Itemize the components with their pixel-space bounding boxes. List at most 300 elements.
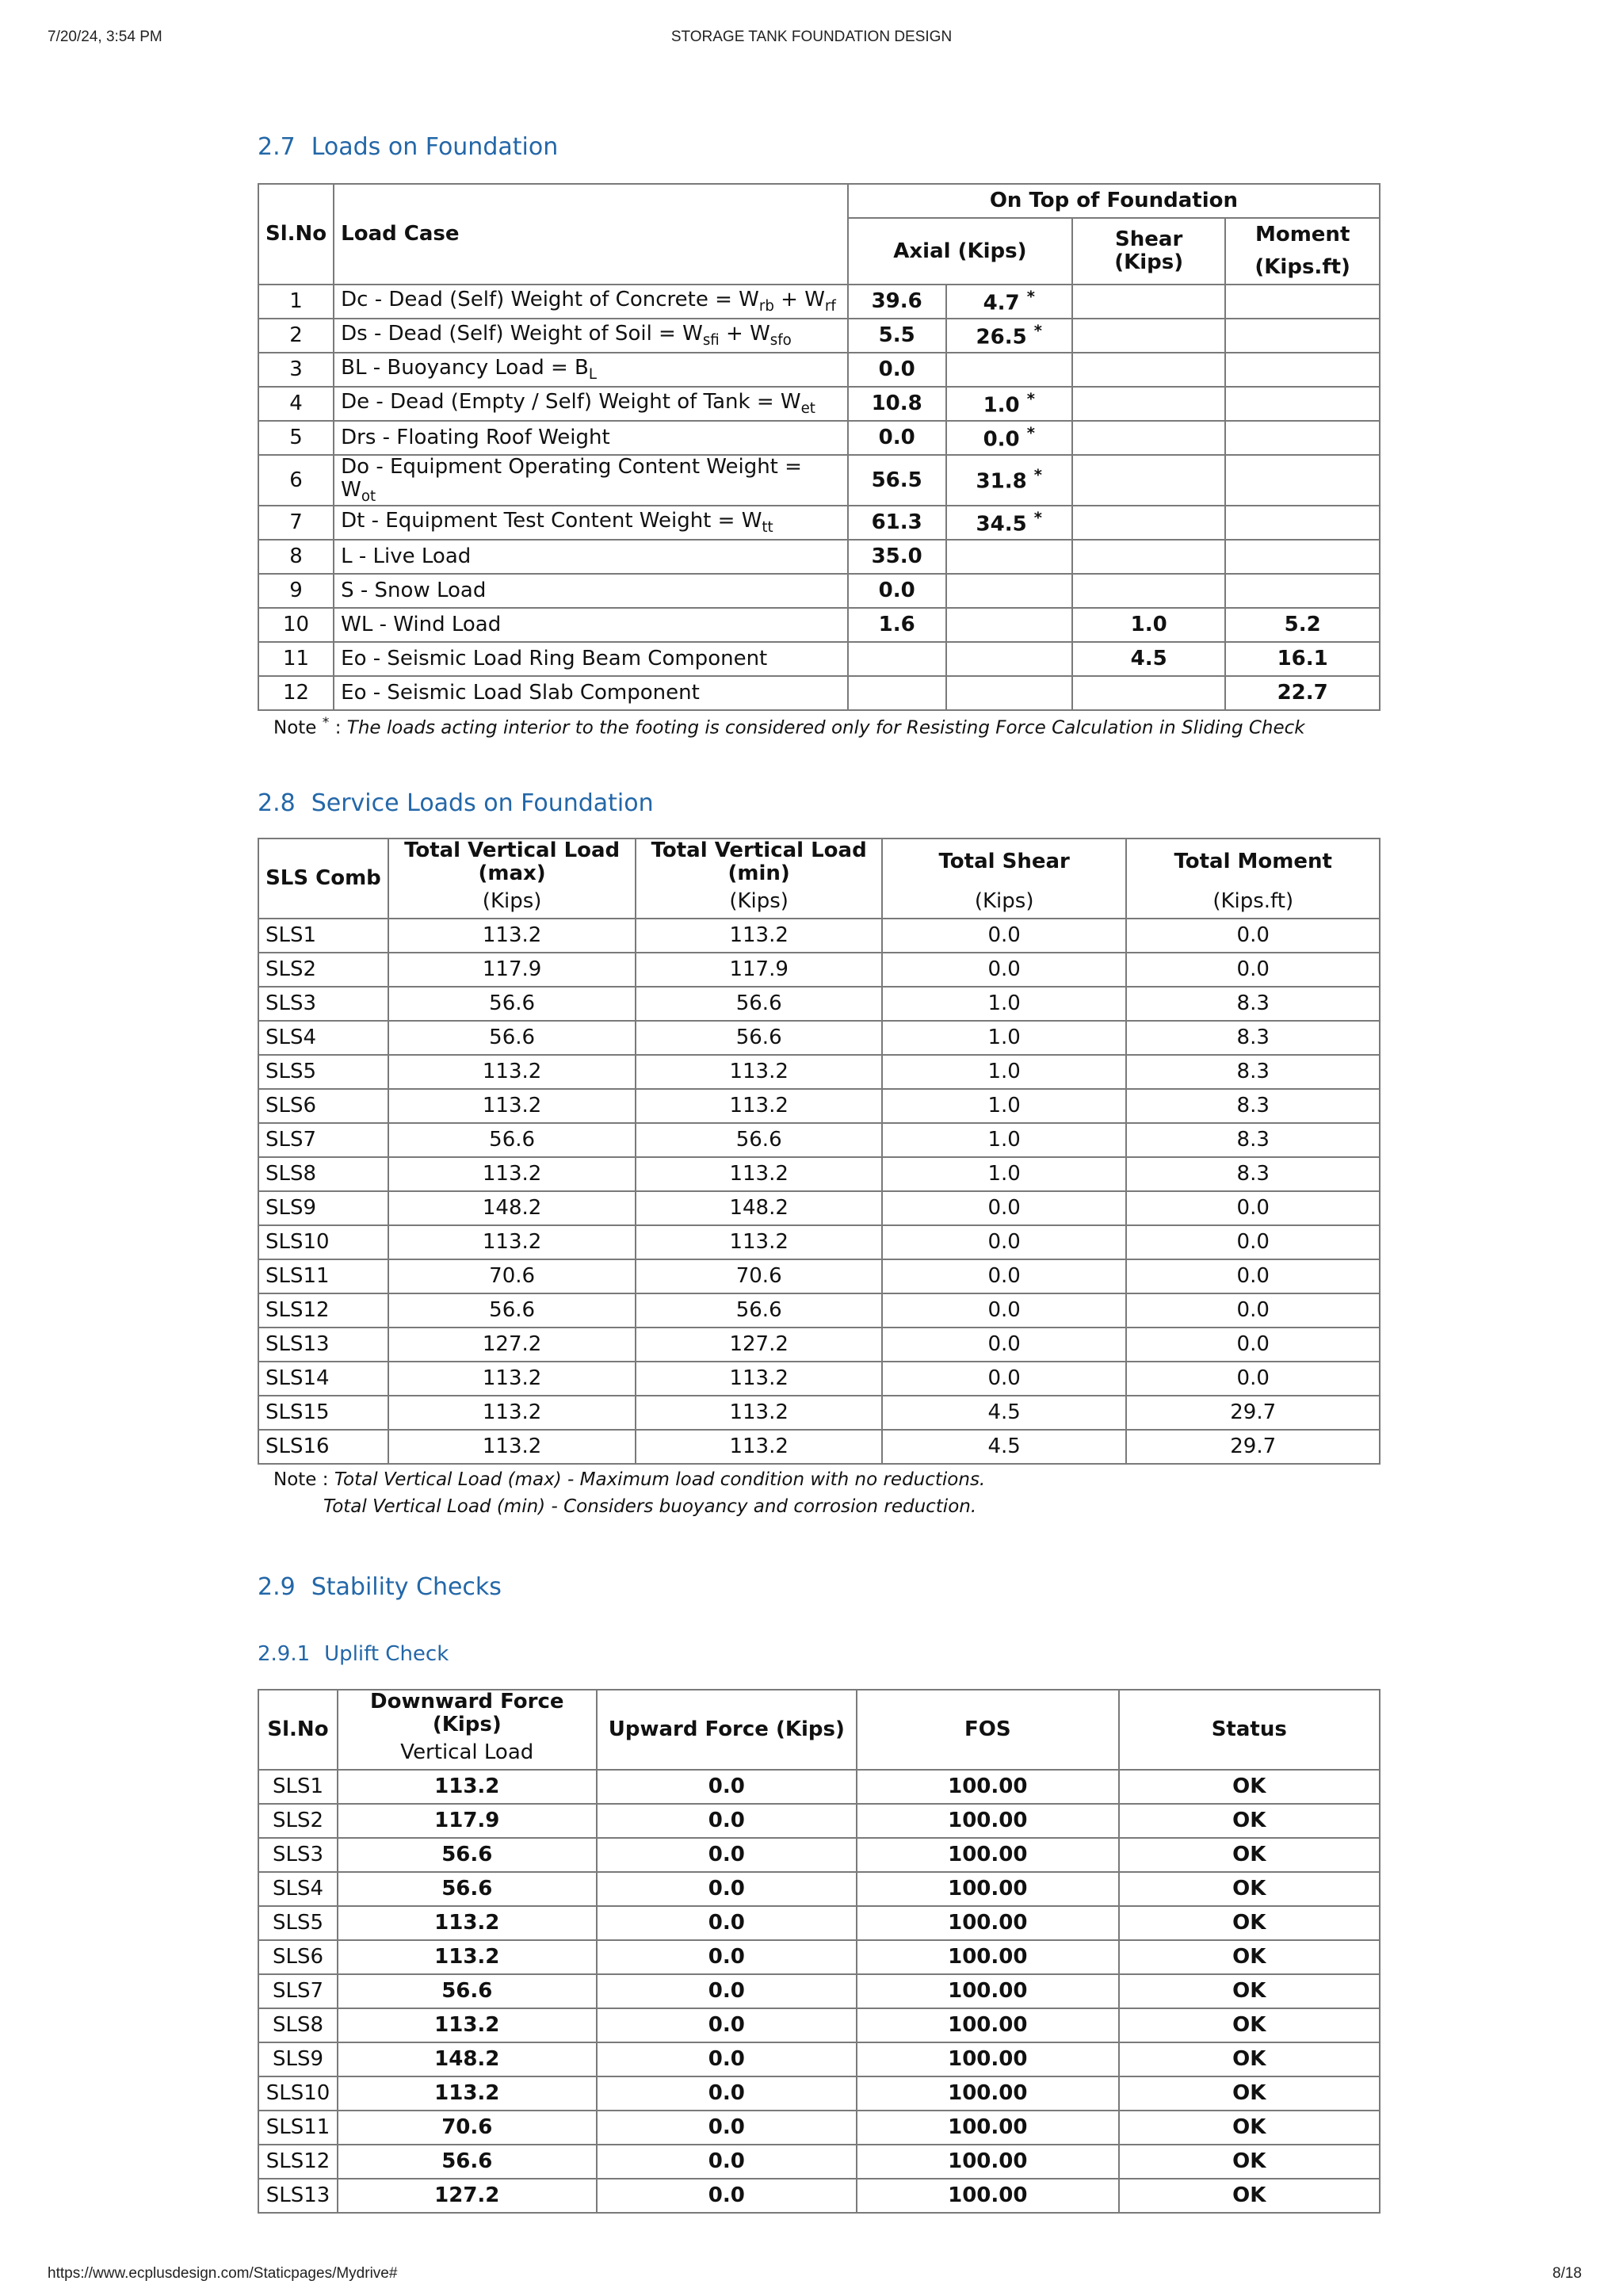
loads-note: Note * : The loads acting interior to the footing is considered only for Resisting Force Calculation in Sliding Check (273, 715, 1305, 739)
cell-slno: SLS7 (258, 1974, 338, 2008)
table-row (258, 2111, 1380, 2145)
cell-shear: 0.0 (882, 1225, 1126, 1259)
cell-slno: 3 (258, 353, 334, 387)
cell-moment: 29.7 (1126, 1396, 1380, 1430)
cell-vmax: 56.6 (388, 1123, 636, 1157)
cell-moment: 8.3 (1126, 1089, 1380, 1123)
cell-moment: 0.0 (1126, 919, 1380, 953)
cell-upward: 0.0 (597, 1770, 857, 1804)
section-number: 2.7 (258, 133, 296, 161)
cell-downward: 113.2 (338, 1940, 597, 1974)
cell-shear (1072, 421, 1225, 455)
header-axial: Axial (Kips) (848, 218, 1072, 285)
cell-upward: 0.0 (597, 1974, 857, 2008)
cell-shear: 4.5 (882, 1430, 1126, 1464)
cell-downward: 56.6 (338, 1974, 597, 2008)
cell-vmin: 113.2 (636, 1055, 882, 1089)
axial-2-value: 26.5 (976, 325, 1027, 350)
cell-downward: 113.2 (338, 1906, 597, 1940)
cell-vmin: 148.2 (636, 1191, 882, 1225)
cell-vmax: 56.6 (388, 1021, 636, 1055)
load-case-name: Dc - Dead (Self) Weight of Concrete = W (341, 287, 759, 311)
cell-shear: 1.0 (882, 1089, 1126, 1123)
load-case-name: L - Live Load (341, 544, 472, 568)
cell-fos: 100.00 (857, 1940, 1118, 1974)
cell-moment: 0.0 (1126, 1328, 1380, 1362)
cell-slno: 7 (258, 506, 334, 540)
cell-vmin: 113.2 (636, 919, 882, 953)
cell-slno: 6 (258, 455, 334, 506)
cell-moment: 8.3 (1126, 1021, 1380, 1055)
load-case-name: Ds - Dead (Self) Weight of Soil = W (341, 321, 703, 346)
note-line-2 (323, 1496, 985, 1517)
cell-load-case (334, 642, 848, 676)
cell-vmin: 56.6 (636, 1021, 882, 1055)
note-text: The loads acting interior to the footing is considered only for Resisting Force Calculation in Sliding Check (346, 717, 1305, 739)
cell-vmax: 113.2 (388, 919, 636, 953)
cell-comb: SLS16 (258, 1430, 388, 1464)
cell-fos: 100.00 (857, 2008, 1118, 2042)
cell-shear (1072, 574, 1225, 608)
header-fos: FOS (857, 1690, 1118, 1770)
table-row (258, 953, 1380, 987)
cell-moment (1225, 319, 1380, 353)
cell-axial-2 (946, 642, 1072, 676)
table-row (258, 1906, 1380, 1940)
cell-slno: SLS10 (258, 2076, 338, 2111)
cell-load-case (334, 387, 848, 421)
cell-vmax: 113.2 (388, 1225, 636, 1259)
table-row (258, 506, 1380, 540)
cell-axial-2 (946, 421, 1072, 455)
cell-slno: SLS5 (258, 1906, 338, 1940)
cell-shear: 0.0 (882, 1259, 1126, 1293)
cell-slno: SLS11 (258, 2111, 338, 2145)
cell-shear: 1.0 (882, 1055, 1126, 1089)
subscript: rf (824, 298, 836, 315)
subscript: sfo (769, 332, 792, 350)
header-moment: Moment (1225, 218, 1380, 251)
header-slno: Sl.No (258, 184, 334, 285)
load-case-join: + W (773, 287, 825, 311)
cell-fos: 100.00 (857, 2111, 1118, 2145)
cell-moment (1225, 285, 1380, 319)
cell-fos: 100.00 (857, 1770, 1118, 1804)
cell-comb: SLS12 (258, 1293, 388, 1328)
cell-load-case (334, 676, 848, 710)
cell-load-case (334, 421, 848, 455)
cell-shear: 0.0 (882, 919, 1126, 953)
cell-moment: 0.0 (1126, 1191, 1380, 1225)
cell-vmax: 127.2 (388, 1328, 636, 1362)
cell-slno: 4 (258, 387, 334, 421)
print-date: 7/20/24, 3:54 PM (48, 29, 162, 45)
cell-comb: SLS15 (258, 1396, 388, 1430)
cell-moment (1225, 455, 1380, 506)
cell-axial-1: 0.0 (848, 421, 946, 455)
cell-slno: SLS13 (258, 2179, 338, 2213)
cell-axial-1 (848, 642, 946, 676)
cell-axial-2 (946, 455, 1072, 506)
note-prefix: Note (273, 717, 317, 739)
cell-comb: SLS5 (258, 1055, 388, 1089)
cell-vmin: 56.6 (636, 1123, 882, 1157)
cell-status: OK (1119, 1940, 1380, 1974)
service-loads-table (258, 838, 1381, 1465)
load-case-name: BL - Buoyancy Load = B (341, 355, 589, 380)
cell-comb: SLS14 (258, 1362, 388, 1396)
section-title: Loads on Foundation (311, 133, 559, 161)
cell-axial-1: 35.0 (848, 540, 946, 574)
table-row (258, 2076, 1380, 2111)
cell-shear: 1.0 (882, 1157, 1126, 1191)
cell-slno: SLS9 (258, 2042, 338, 2076)
cell-shear (1072, 353, 1225, 387)
cell-downward: 113.2 (338, 1770, 597, 1804)
cell-upward: 0.0 (597, 2111, 857, 2145)
cell-slno: 8 (258, 540, 334, 574)
cell-moment: 0.0 (1126, 1362, 1380, 1396)
header-on-top: On Top of Foundation (848, 184, 1380, 218)
cell-upward: 0.0 (597, 1940, 857, 1974)
cell-downward: 113.2 (338, 2008, 597, 2042)
cell-fos: 100.00 (857, 2076, 1118, 2111)
cell-comb: SLS4 (258, 1021, 388, 1055)
cell-slno: 5 (258, 421, 334, 455)
cell-axial-1: 1.6 (848, 608, 946, 642)
note-prefix: Note : (273, 1469, 334, 1490)
table-row (258, 2042, 1380, 2076)
table-row (258, 1974, 1380, 2008)
cell-axial-2 (946, 319, 1072, 353)
subsection-title: Uplift Check (324, 1642, 449, 1666)
cell-moment (1225, 574, 1380, 608)
header-downward: Downward Force (Kips) (338, 1690, 597, 1736)
table-row (258, 2008, 1380, 2042)
load-case-name: Eo - Seismic Load Slab Component (341, 681, 700, 705)
cell-shear (1072, 676, 1225, 710)
header-moment-unit: (Kips.ft) (1225, 251, 1380, 285)
table-row (258, 285, 1380, 319)
unit-moment: (Kips.ft) (1126, 884, 1380, 919)
table-row (258, 1872, 1380, 1906)
cell-load-case (334, 353, 848, 387)
cell-moment (1225, 353, 1380, 387)
cell-slno: SLS6 (258, 1940, 338, 1974)
cell-vmin: 127.2 (636, 1328, 882, 1362)
cell-status: OK (1119, 1906, 1380, 1940)
cell-fos: 100.00 (857, 1872, 1118, 1906)
unit-vmin: (Kips) (636, 884, 882, 919)
table-row (258, 642, 1380, 676)
note-line-1 (273, 1469, 985, 1490)
cell-status: OK (1119, 2111, 1380, 2145)
cell-shear: 1.0 (882, 1123, 1126, 1157)
header-slno: Sl.No (258, 1690, 338, 1770)
load-case-name: Eo - Seismic Load Ring Beam Component (341, 647, 768, 670)
table-row (258, 353, 1380, 387)
cell-shear: 0.0 (882, 1362, 1126, 1396)
cell-vmax: 117.9 (388, 953, 636, 987)
table-row (258, 1055, 1380, 1089)
cell-slno: 11 (258, 642, 334, 676)
header-load-case: Load Case (334, 184, 848, 285)
cell-shear: 0.0 (882, 953, 1126, 987)
asterisk-mark: * (1033, 321, 1042, 340)
cell-status: OK (1119, 2042, 1380, 2076)
cell-slno: SLS8 (258, 2008, 338, 2042)
cell-load-case (334, 319, 848, 353)
cell-status: OK (1119, 1770, 1380, 1804)
cell-slno: SLS1 (258, 1770, 338, 1804)
unit-vmax: (Kips) (388, 884, 636, 919)
axial-2-value: 31.8 (976, 469, 1027, 494)
page-number: 8/18 (1552, 2265, 1582, 2282)
header-vmax: Total Vertical Load (max) (388, 839, 636, 884)
cell-moment: 16.1 (1225, 642, 1380, 676)
page-url: https://www.ecplusdesign.com/Staticpages/Mydrive# (48, 2265, 398, 2282)
axial-2-value: 0.0 (983, 427, 1020, 452)
header-status: Status (1119, 1690, 1380, 1770)
cell-comb: SLS6 (258, 1089, 388, 1123)
cell-axial-2 (946, 540, 1072, 574)
cell-vmin: 113.2 (636, 1362, 882, 1396)
cell-slno: 1 (258, 285, 334, 319)
section-heading-2-8 (258, 789, 654, 817)
table-row (258, 1293, 1380, 1328)
cell-downward: 117.9 (338, 1804, 597, 1838)
cell-status: OK (1119, 2145, 1380, 2179)
section-title: Service Loads on Foundation (311, 789, 654, 817)
cell-vmin: 113.2 (636, 1396, 882, 1430)
cell-downward: 70.6 (338, 2111, 597, 2145)
cell-shear (1072, 285, 1225, 319)
table-row (258, 319, 1380, 353)
cell-fos: 100.00 (857, 1838, 1118, 1872)
cell-status: OK (1119, 1838, 1380, 1872)
note-asterisk: * (322, 715, 330, 731)
cell-axial-2 (946, 353, 1072, 387)
table-row (258, 1259, 1380, 1293)
asterisk-mark: * (1026, 389, 1035, 408)
cell-load-case (334, 608, 848, 642)
cell-moment: 8.3 (1126, 987, 1380, 1021)
cell-moment: 5.2 (1225, 608, 1380, 642)
table-row (258, 676, 1380, 710)
table-row (258, 1362, 1380, 1396)
table-row (258, 540, 1380, 574)
cell-slno: 2 (258, 319, 334, 353)
asterisk-mark: * (1026, 423, 1035, 442)
cell-status: OK (1119, 1974, 1380, 2008)
subscript: L (588, 366, 598, 384)
table-row (258, 574, 1380, 608)
cell-shear (1072, 319, 1225, 353)
cell-upward: 0.0 (597, 1838, 857, 1872)
cell-status: OK (1119, 1804, 1380, 1838)
cell-load-case (334, 506, 848, 540)
section-title: Stability Checks (311, 1573, 502, 1601)
cell-vmin: 117.9 (636, 953, 882, 987)
header-vertical-load: Vertical Load (338, 1736, 597, 1770)
cell-vmin: 113.2 (636, 1225, 882, 1259)
cell-axial-1: 0.0 (848, 574, 946, 608)
cell-vmax: 113.2 (388, 1430, 636, 1464)
cell-vmin: 113.2 (636, 1157, 882, 1191)
table-row (258, 1838, 1380, 1872)
load-case-join: + W (719, 321, 770, 346)
table-row (258, 1191, 1380, 1225)
cell-slno: SLS3 (258, 1838, 338, 1872)
cell-status: OK (1119, 2076, 1380, 2111)
cell-fos: 100.00 (857, 1906, 1118, 1940)
table-row (258, 1021, 1380, 1055)
cell-shear: 1.0 (1072, 608, 1225, 642)
cell-vmax: 148.2 (388, 1191, 636, 1225)
cell-moment (1225, 540, 1380, 574)
table-row (258, 919, 1380, 953)
subscript: et (800, 400, 815, 418)
cell-upward: 0.0 (597, 2076, 857, 2111)
load-case-name: De - Dead (Empty / Self) Weight of Tank = W (341, 389, 801, 414)
cell-moment: 8.3 (1126, 1157, 1380, 1191)
subsection-number: 2.9.1 (258, 1642, 311, 1666)
asterisk-mark: * (1033, 466, 1042, 485)
axial-2-value: 34.5 (976, 512, 1027, 537)
cell-axial-2 (946, 387, 1072, 421)
cell-shear (1072, 455, 1225, 506)
table-row (258, 608, 1380, 642)
cell-load-case (334, 455, 848, 506)
cell-moment (1225, 506, 1380, 540)
table-row (258, 2179, 1380, 2213)
cell-load-case (334, 540, 848, 574)
load-case-name: Dt - Equipment Test Content Weight = W (341, 508, 762, 533)
table-row (258, 1770, 1380, 1804)
cell-vmax: 113.2 (388, 1362, 636, 1396)
uplift-check-table (258, 1689, 1381, 2214)
subscript: ot (361, 487, 376, 505)
cell-vmax: 113.2 (388, 1157, 636, 1191)
cell-axial-1: 61.3 (848, 506, 946, 540)
header-upward: Upward Force (Kips) (597, 1690, 857, 1770)
cell-shear: 1.0 (882, 1021, 1126, 1055)
cell-upward: 0.0 (597, 1804, 857, 1838)
table-row (258, 1396, 1380, 1430)
cell-axial-1 (848, 676, 946, 710)
cell-vmax: 56.6 (388, 987, 636, 1021)
cell-axial-2 (946, 608, 1072, 642)
cell-load-case (334, 285, 848, 319)
cell-vmin: 113.2 (636, 1089, 882, 1123)
cell-vmax: 113.2 (388, 1396, 636, 1430)
cell-moment: 0.0 (1126, 1293, 1380, 1328)
cell-fos: 100.00 (857, 2042, 1118, 2076)
cell-vmin: 56.6 (636, 987, 882, 1021)
cell-status: OK (1119, 2179, 1380, 2213)
cell-load-case (334, 574, 848, 608)
cell-status: OK (1119, 1872, 1380, 1906)
cell-moment (1225, 387, 1380, 421)
cell-fos: 100.00 (857, 2179, 1118, 2213)
cell-status: OK (1119, 2008, 1380, 2042)
axial-2-value: 4.7 (983, 291, 1020, 315)
cell-shear (1072, 506, 1225, 540)
table-row (258, 1157, 1380, 1191)
cell-fos: 100.00 (857, 2145, 1118, 2179)
cell-comb: SLS9 (258, 1191, 388, 1225)
cell-axial-1: 5.5 (848, 319, 946, 353)
table-row (258, 1328, 1380, 1362)
cell-moment: 22.7 (1225, 676, 1380, 710)
section-number: 2.9 (258, 1573, 296, 1601)
cell-axial-1: 39.6 (848, 285, 946, 319)
table-row (258, 987, 1380, 1021)
cell-upward: 0.0 (597, 1872, 857, 1906)
note-text: Total Vertical Load (max) - Maximum load condition with no reductions. (334, 1469, 986, 1490)
cell-downward: 127.2 (338, 2179, 597, 2213)
cell-shear: 4.5 (882, 1396, 1126, 1430)
cell-vmin: 70.6 (636, 1259, 882, 1293)
cell-comb: SLS10 (258, 1225, 388, 1259)
cell-downward: 56.6 (338, 2145, 597, 2179)
header-vmin: Total Vertical Load (min) (636, 839, 882, 884)
cell-comb: SLS13 (258, 1328, 388, 1362)
cell-vmin: 56.6 (636, 1293, 882, 1328)
subscript: sfi (702, 332, 720, 350)
service-loads-note (273, 1469, 985, 1517)
cell-downward: 113.2 (338, 2076, 597, 2111)
cell-slno: 12 (258, 676, 334, 710)
section-heading-2-7 (258, 133, 558, 161)
cell-upward: 0.0 (597, 2042, 857, 2076)
cell-slno: SLS4 (258, 1872, 338, 1906)
cell-moment: 8.3 (1126, 1055, 1380, 1089)
table-row (258, 1089, 1380, 1123)
cell-fos: 100.00 (857, 1804, 1118, 1838)
cell-moment (1225, 421, 1380, 455)
cell-moment: 8.3 (1126, 1123, 1380, 1157)
load-case-name: Do - Equipment Operating Content Weight = W (341, 455, 802, 502)
document-title: STORAGE TANK FOUNDATION DESIGN (670, 29, 953, 45)
cell-vmin: 113.2 (636, 1430, 882, 1464)
cell-shear (1072, 387, 1225, 421)
note-text: Total Vertical Load (min) - Considers buoyancy and corrosion reduction. (323, 1496, 977, 1517)
subsection-heading-2-9-1 (258, 1642, 449, 1666)
cell-axial-2 (946, 506, 1072, 540)
unit-shear: (Kips) (882, 884, 1126, 919)
header-total-shear: Total Shear (882, 839, 1126, 884)
cell-moment: 0.0 (1126, 953, 1380, 987)
cell-shear: 0.0 (882, 1328, 1126, 1362)
subscript: rb (758, 298, 774, 315)
cell-moment: 29.7 (1126, 1430, 1380, 1464)
cell-shear: 1.0 (882, 987, 1126, 1021)
cell-fos: 100.00 (857, 1974, 1118, 2008)
subscript: tt (762, 518, 773, 536)
table-row (258, 387, 1380, 421)
cell-shear: 0.0 (882, 1191, 1126, 1225)
cell-comb: SLS1 (258, 919, 388, 953)
cell-slno: 9 (258, 574, 334, 608)
header-total-moment: Total Moment (1126, 839, 1380, 884)
header-shear: Shear (Kips) (1072, 218, 1225, 285)
cell-downward: 148.2 (338, 2042, 597, 2076)
loads-table (258, 183, 1381, 711)
cell-axial-2 (946, 574, 1072, 608)
cell-downward: 56.6 (338, 1872, 597, 1906)
table-row (258, 421, 1380, 455)
